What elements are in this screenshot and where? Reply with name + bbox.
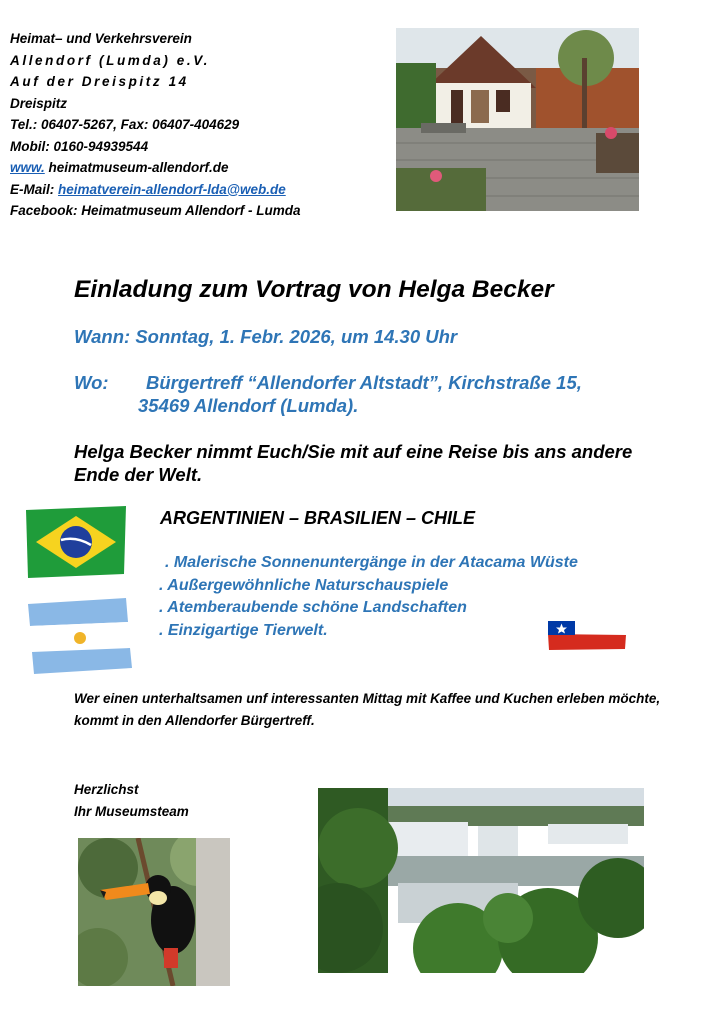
countries-heading: ARGENTINIEN – BRASILIEN – CHILE (160, 508, 476, 528)
event-intro: Helga Becker nimmt Euch/Sie mit auf eine Reise bis ans andere Ende der Welt. (74, 441, 633, 485)
toucan-photo (78, 838, 230, 986)
email-label: E-Mail: (10, 181, 59, 197)
website-text: heimatmuseum-allendorf.de (44, 160, 229, 175)
chile-flag-icon (548, 620, 626, 650)
mobile: Mobil: 0160-94939544 (10, 138, 149, 154)
website-link[interactable]: www. (10, 160, 45, 175)
closing-greeting: Herzlichst (74, 782, 139, 797)
event-when: Wann: Sonntag, 1. Febr. 2026, um 14.30 Uhr (74, 326, 458, 347)
list-item: . Einzigartige Tierwelt. (159, 621, 328, 639)
website-line (10, 157, 301, 179)
event-where-line2: 35469 Allendorf (Lumda). (138, 395, 359, 416)
list-item: . Atemberaubende schöne Landschaften (159, 599, 467, 616)
museum-photo (396, 28, 639, 211)
list-item: . Malerische Sonnenuntergänge in der Atacama Wüste (165, 554, 578, 571)
waterfall-photo (318, 788, 644, 973)
brazil-flag-icon (26, 506, 126, 578)
facebook: Facebook: Heimatmuseum Allendorf - Lumda (10, 203, 301, 218)
event-title: Einladung zum Vortrag von Helga Becker (74, 276, 554, 303)
event-where-line1 (74, 372, 582, 394)
closing (74, 779, 189, 822)
phone: Tel.: 06407-5267, Fax: 06407-404629 (10, 117, 240, 132)
highlights-list (159, 552, 578, 642)
place: Dreispitz (10, 95, 68, 111)
contact-block (10, 28, 301, 222)
street-address: Auf der Dreispitz 14 (10, 74, 189, 89)
org-name: Heimat– und Verkehrsverein (10, 31, 192, 46)
email-line (10, 179, 301, 201)
closing-signature: Ihr Museumsteam (74, 803, 189, 819)
where-label: Wo: (74, 372, 109, 393)
argentina-flag-icon (28, 598, 132, 674)
invitation-text: Wer einen unterhaltsamen unf interessanten Mittag mit Kaffee und Kuchen erleben möchte, kommt in den Allendorfer Bürgertreff. (74, 691, 661, 728)
email-link[interactable]: heimatverein-allendorf-lda@web.de (58, 181, 286, 197)
list-item: . Außergewöhnliche Naturschauspiele (159, 576, 449, 594)
org-legal-name: Allendorf (Lumda) e.V. (10, 52, 210, 68)
where-address: Bürgertreff “Allendorfer Altstadt”, Kirchstraße 15, (146, 372, 582, 393)
